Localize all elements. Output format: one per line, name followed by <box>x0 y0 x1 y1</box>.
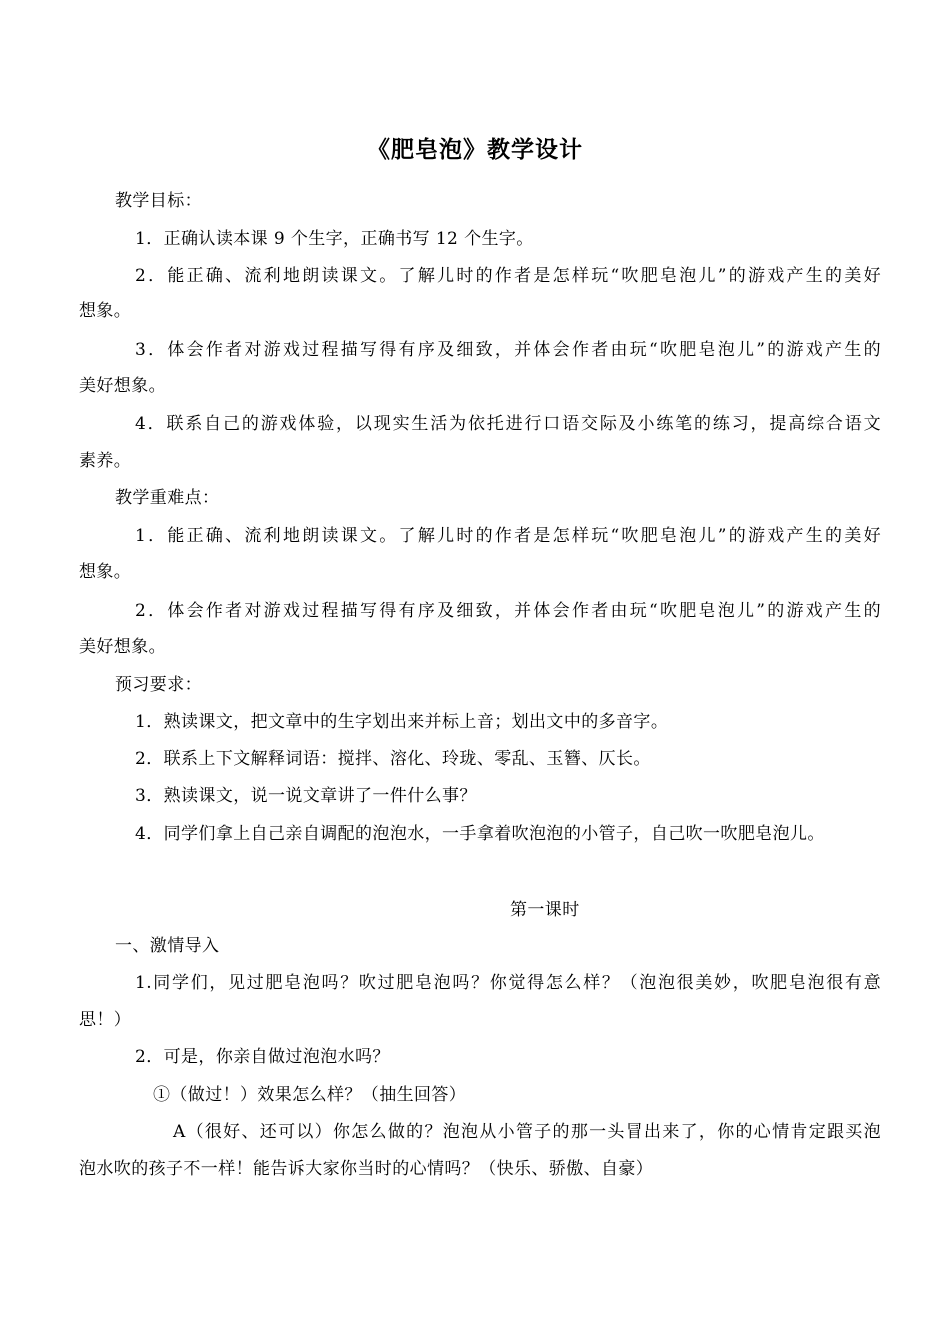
key-point-1: 1．能正确、流利地朗读课文。了解儿时的作者是怎样玩“吹肥皂泡儿”的游戏产生的美好 <box>135 526 881 546</box>
key-point-1-continued: 想象。 <box>79 562 132 582</box>
preview-item-2: 2．联系上下文解释词语：搅拌、溶化、玲珑、零乱、玉簪、仄长。 <box>135 749 651 769</box>
goal-item-4: 4．联系自己的游戏体验，以现实生活为依托进行口语交际及小练笔的练习，提高综合语文 <box>135 414 881 434</box>
goal-item-4-continued: 素养。 <box>79 451 132 471</box>
preview-item-1: 1．熟读课文，把文章中的生字划出来并标上音；划出文中的多音字。 <box>135 712 669 732</box>
section-heading-key-points: 教学重难点： <box>115 488 220 508</box>
preview-item-4: 4．同学们拿上自己亲自调配的泡泡水，一手拿着吹泡泡的小管子，自己吹一吹肥皂泡儿。 <box>135 824 825 844</box>
intro-sub-item-a-continued: 泡水吹的孩子不一样！能告诉大家你当时的心情吗？（快乐、骄傲、自豪） <box>79 1159 654 1179</box>
step-heading-intro: 一、激情导入 <box>115 936 220 956</box>
document-title: 《肥皂泡》教学设计 <box>367 137 583 163</box>
lesson-heading: 第一课时 <box>510 900 580 920</box>
key-point-2: 2．体会作者对游戏过程描写得有序及细致，并体会作者由玩“吹肥皂泡儿”的游戏产生的 <box>135 601 881 621</box>
intro-item-1-continued: 思！） <box>79 1010 132 1030</box>
key-point-2-continued: 美好想象。 <box>79 637 166 657</box>
goal-item-2: 2．能正确、流利地朗读课文。了解儿时的作者是怎样玩“吹肥皂泡儿”的游戏产生的美好 <box>135 266 881 286</box>
goal-item-3: 3．体会作者对游戏过程描写得有序及细致，并体会作者由玩“吹肥皂泡儿”的游戏产生的 <box>135 340 881 360</box>
intro-item-1: 1.同学们，见过肥皂泡吗？吹过肥皂泡吗？你觉得怎么样？（泡泡很美妙，吹肥皂泡很有意 <box>135 973 881 993</box>
goal-item-2-continued: 想象。 <box>79 301 132 321</box>
preview-item-3: 3．熟读课文，说一说文章讲了一件什么事？ <box>135 786 477 806</box>
intro-item-2: 2．可是，你亲自做过泡泡水吗？ <box>135 1047 390 1067</box>
goal-item-3-continued: 美好想象。 <box>79 376 166 396</box>
goal-item-1: 1．正确认读本课 9 个生字，正确书写 12 个生字。 <box>135 229 534 249</box>
section-heading-preview: 预习要求： <box>115 675 202 695</box>
intro-sub-item-a: A（很好、还可以）你怎么做的？泡泡从小管子的那一头冒出来了，你的心情肯定跟买泡 <box>173 1122 881 1142</box>
section-heading-goals: 教学目标： <box>115 191 202 211</box>
intro-sub-item-1: ①（做过！）效果怎么样？（抽生回答） <box>153 1085 467 1105</box>
